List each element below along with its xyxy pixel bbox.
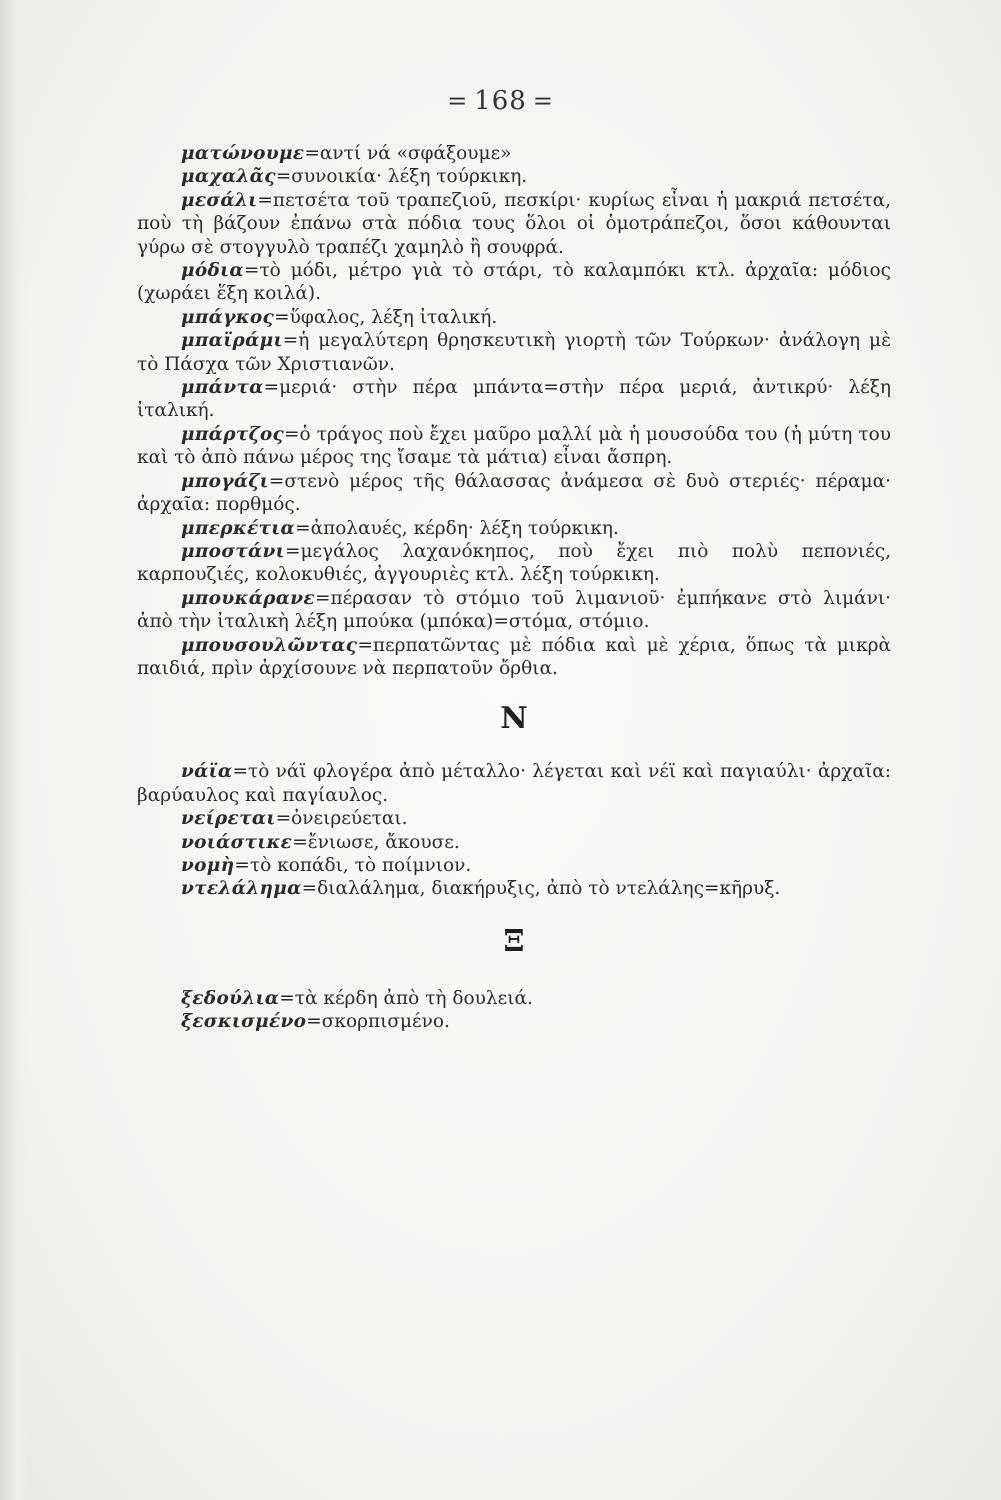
glossary-entry [137,259,891,306]
glossary-entry [137,470,891,517]
entry-equals-sign: = [275,808,292,830]
entry-equals-sign: = [306,1011,322,1033]
entry-equals-sign: = [279,987,295,1009]
entry-equals-sign: = [275,166,292,188]
entry-headword: μαχαλᾶς [181,166,276,188]
glossary-entry [137,165,891,188]
page-number-left-rule: = [447,87,469,115]
entry-headword: νοιάστικε [181,831,293,853]
entry-headword: μπουκάρανε [181,587,315,609]
glossary-entry [137,987,891,1010]
entry-equals-sign: = [301,878,318,900]
entry-equals-sign: = [257,189,273,211]
entry-headword: ντελάλημα [181,878,302,900]
entry-headword: ξεσκισμένο [181,1011,307,1033]
entry-definition: ἡ μεγαλύτερη θρησκευτικὴ γιορτὴ τῶν Τούρκων· ἀνάλογη μὲ τὸ Πάσχα τῶν Χριστιανῶν. [137,330,891,375]
entry-headword: μπάρτζος [181,423,285,445]
entry-definition: μεγάλος λαχανόκηπος, ποὺ ἔχει πιὸ πολὺ πεπονιές, καρπουζιές, κολοκυθιές, ἀγγουριὲς κτλ. λέξη τούρκικη. [137,540,891,586]
entry-equals-sign: = [282,330,299,352]
glossary-entry [137,376,891,423]
glossary-entry [137,540,891,587]
entry-definition: αντί νά «σφάξουμε» [319,143,512,164]
entry-headword: μόδια [181,260,244,282]
glossary-entry [137,877,891,900]
entry-equals-sign: = [292,831,308,853]
entry-definition: στενὸ μέρος τῆς θάλασσας ἀνάμεσα σὲ δυὸ στεριές· πέραμα· ἀρχαῖα: πορθμός. [137,470,891,516]
entry-equals-sign: = [268,470,285,492]
glossary-entry [137,854,891,877]
glossary-entry [137,1010,891,1033]
entry-headword: μπάγκος [181,306,275,328]
glossary-entry [137,306,891,329]
glossary-entry [137,831,891,854]
entries-group-n [137,760,891,900]
section-heading-x: Ξ [503,923,525,959]
entry-definition: πέρασαν τὸ στόμιο τοῦ λιμανιοῦ· ἐμπήκανε στὸ λιμάνι· ἀπὸ τὴν ἰταλικὴ λέξη μπούκα (μπόκα)=στόμα, στόμιο. [137,587,891,633]
entry-headword: μπογάζι [181,470,269,492]
page-number-right-rule: = [532,87,554,115]
entry-definition: τὸ νάϊ φλογέρα ἀπὸ μέταλλο· λέγεται καὶ νέϊ καὶ παγιαύλι· ἀρχαῖα: βαρύαυλος καὶ παγίαυλος. [137,761,891,806]
entry-definition: ὁ τράγος ποὺ ἔχει μαῦρο μαλλί μὰ ἡ μουσούδα του (ἡ μύτη του καὶ τὸ ἀπὸ πάνω μέρος της ἴσαμε τὰ μάτια) εἶναι ἄσπρη. [137,423,891,469]
entry-definition: τὸ κοπάδι, τὸ ποίμνιον. [249,854,472,876]
entry-definition: ἔνιωσε, ἄκουσε. [307,831,460,853]
entry-equals-sign: = [234,854,250,876]
entry-headword: ματώνουμε [181,143,305,164]
entry-equals-sign: = [274,306,290,328]
glossary-entry [137,634,891,681]
entry-equals-sign: = [243,260,260,282]
page-number [0,86,1001,116]
glossary-entry [137,587,891,634]
entry-headword: μποστάνι [181,540,285,562]
entry-definition: ὀνειρεύεται. [291,808,408,830]
entries-group-x [137,987,891,1034]
glossary-entries [137,142,891,1034]
entry-headword: μπερκέτια [181,517,296,539]
entry-headword: μπουσουλῶντας [181,634,358,656]
entry-definition: σκορπισμένο. [321,1011,450,1033]
entry-definition: ἀπολαυές, κέρδη· λέξη τούρκικη. [310,517,619,539]
entry-definition: μεριά· στὴν πέρα μπάντα=στὴν πέρα μεριά, ἀντικρύ· λέξη ἰταλική. [137,377,891,422]
glossary-entry [137,807,891,830]
entry-equals-sign: = [314,587,331,609]
entry-equals-sign: = [295,517,311,539]
glossary-entry [137,517,891,540]
entry-equals-sign: = [284,540,301,562]
glossary-entry [137,329,891,376]
entry-equals-sign: = [263,377,280,399]
entries-group-m [137,142,891,680]
glossary-entry [137,423,891,470]
entry-headword: ξεδούλια [181,987,280,1009]
entry-headword: μεσάλι [181,189,258,211]
entry-definition: ὕφαλος, λέξη ἰταλική. [289,306,498,328]
entry-definition: συνοικία· λέξη τούρκικη. [291,166,528,188]
entry-definition: περπατῶντας μὲ πόδια καὶ μὲ χέρια, ὅπως τὰ μικρὰ παιδιά, πρὶν ἀρχίσουνε νὰ περπατοῦν ὄρθια. [137,634,891,679]
glossary-entry [137,760,891,807]
entry-definition: τὰ κέρδη ἀπὸ τὴ δουλειά. [294,987,533,1009]
entry-definition: διαλάλημα, διακήρυξις, ἀπὸ τὸ ντελάλης=κῆρυξ. [317,878,781,900]
entry-headword: νείρεται [181,808,276,830]
entry-headword: μπάντα [181,377,264,399]
page-number-value: 168 [474,86,527,116]
entry-equals-sign: = [232,761,248,783]
entry-equals-sign: = [357,634,373,656]
entry-definition: τὸ μόδι, μέτρο γιὰ τὸ στάρι, τὸ καλαμπόκι κτλ. ἀρχαῖα: μόδιος (χωράει ἕξη κοιλά). [137,260,891,305]
entry-equals-sign: = [304,143,320,164]
glossary-entry [137,142,891,165]
entry-definition: πετσέτα τοῦ τραπεζιοῦ, πεσκίρι· κυρίως εἶναι ἡ μακριά πετσέτα, ποὺ τὴ βάζουν ἐπάνω στὰ πόδια τους ὅλοι οἱ ὁμοτράπεζοι, ὅσοι κάθουνται γύρω σὲ στογγυλὸ τραπέζι χαμηλὸ ἢ σουφρά. [137,189,891,258]
entry-headword: μπαϊράμι [181,330,283,352]
glossary-entry [137,189,891,259]
entry-headword: νάϊα [181,761,233,783]
section-heading-n: Ν [500,701,528,737]
entry-headword: νομὴ [181,854,235,876]
entry-equals-sign: = [284,423,300,445]
scan-edge-shadow [0,0,28,1500]
